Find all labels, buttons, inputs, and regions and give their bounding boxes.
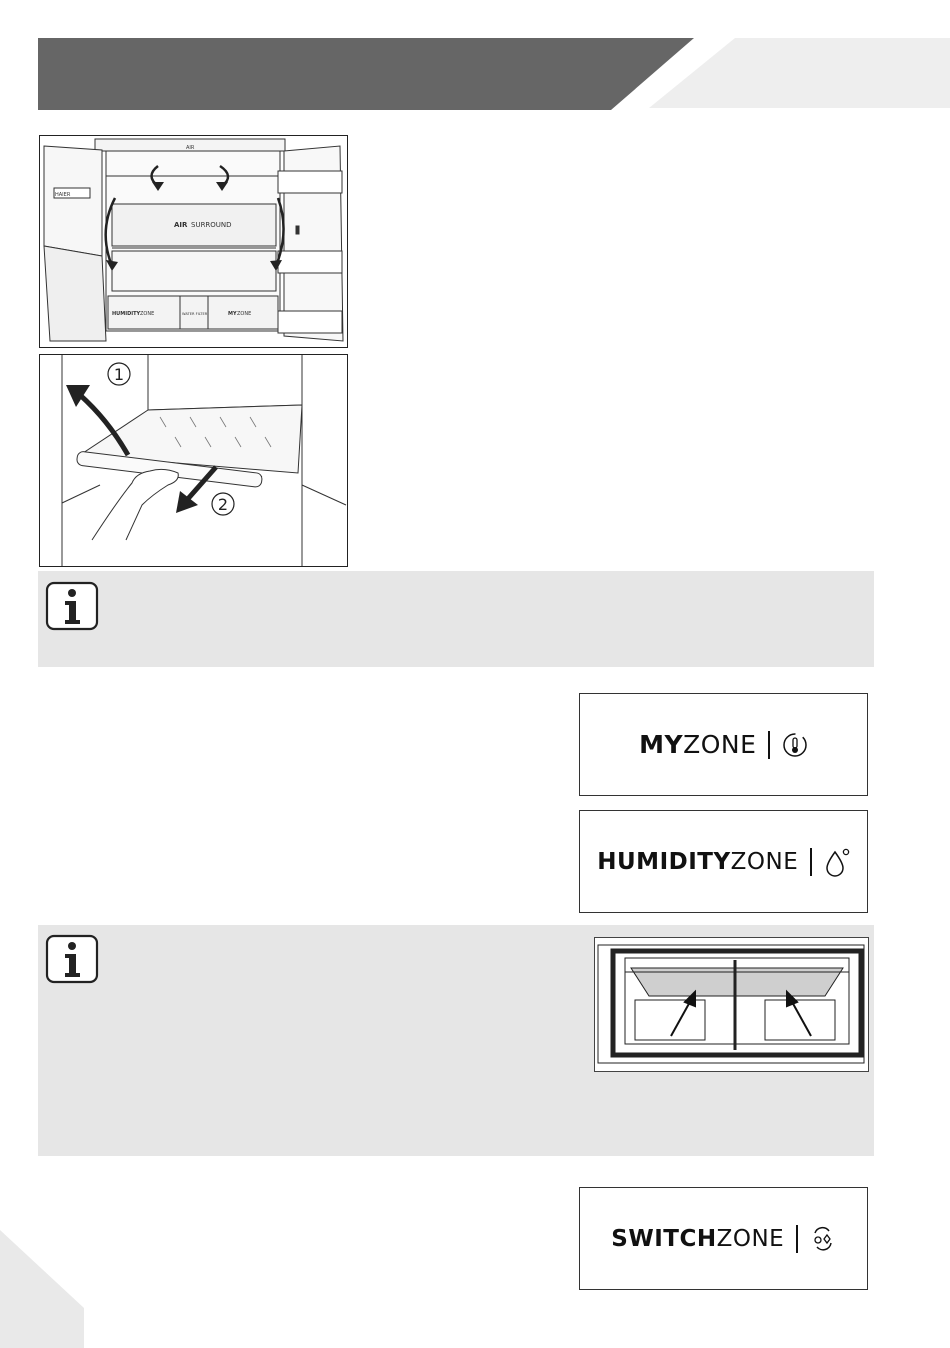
drawer-humidity-strong: HUMIDITY	[112, 311, 141, 317]
info-icon	[45, 581, 99, 631]
top-air-label: AIR	[186, 145, 195, 151]
switchzone-logo	[611, 1225, 835, 1253]
humidityzone-logo	[597, 847, 849, 877]
myzone-separator	[768, 731, 770, 759]
humidityzone-light-text: ZONE	[730, 848, 799, 875]
header-band	[0, 0, 950, 120]
myzone-logo	[639, 730, 808, 759]
switchzone-strong-text: SWITCH	[611, 1225, 717, 1252]
brand-badge: HAIER	[55, 192, 71, 198]
drawer-water-filter: WATER FILTER	[182, 312, 208, 316]
info-panel-2	[38, 925, 874, 1156]
drawer-myzone-strong: MY	[228, 311, 237, 317]
step-1-label: 1	[113, 365, 125, 384]
shelf-removal-figure	[39, 354, 348, 567]
info-panel-1	[38, 571, 874, 667]
myzone-light-text: ZONE	[683, 730, 757, 759]
humidityzone-strong-text: HUMIDITY	[597, 848, 731, 875]
humidityzone-label-box	[579, 810, 868, 913]
corner-decoration	[0, 1230, 90, 1348]
switch-cycle-icon	[810, 1225, 836, 1253]
switchzone-label-box	[579, 1187, 868, 1290]
airsurround-strong: AIR	[174, 221, 188, 229]
fridge-interior-figure	[39, 135, 348, 348]
myzone-strong-text: MY	[639, 730, 684, 759]
fridge-interior-drawing	[40, 136, 347, 347]
freezer-drawer-drawing	[595, 938, 868, 1071]
header-dark-band	[38, 38, 694, 110]
freezer-drawer-figure	[594, 937, 869, 1072]
drawer-humidity-light: ZONE	[140, 311, 155, 317]
shelf-removal-drawing	[40, 355, 347, 566]
drawer-myzone-light: ZONE	[237, 311, 252, 317]
water-drop-icon	[824, 847, 850, 877]
switchzone-light-text: ZONE	[716, 1225, 785, 1252]
thermometer-icon	[782, 731, 808, 759]
switchzone-separator	[796, 1225, 798, 1253]
info-icon	[45, 934, 99, 984]
step-2-label: 2	[217, 495, 229, 514]
airsurround-light: SURROUND	[191, 221, 232, 229]
myzone-label-box	[579, 693, 868, 796]
humidityzone-separator	[810, 848, 812, 876]
header-light-tab	[649, 38, 950, 108]
